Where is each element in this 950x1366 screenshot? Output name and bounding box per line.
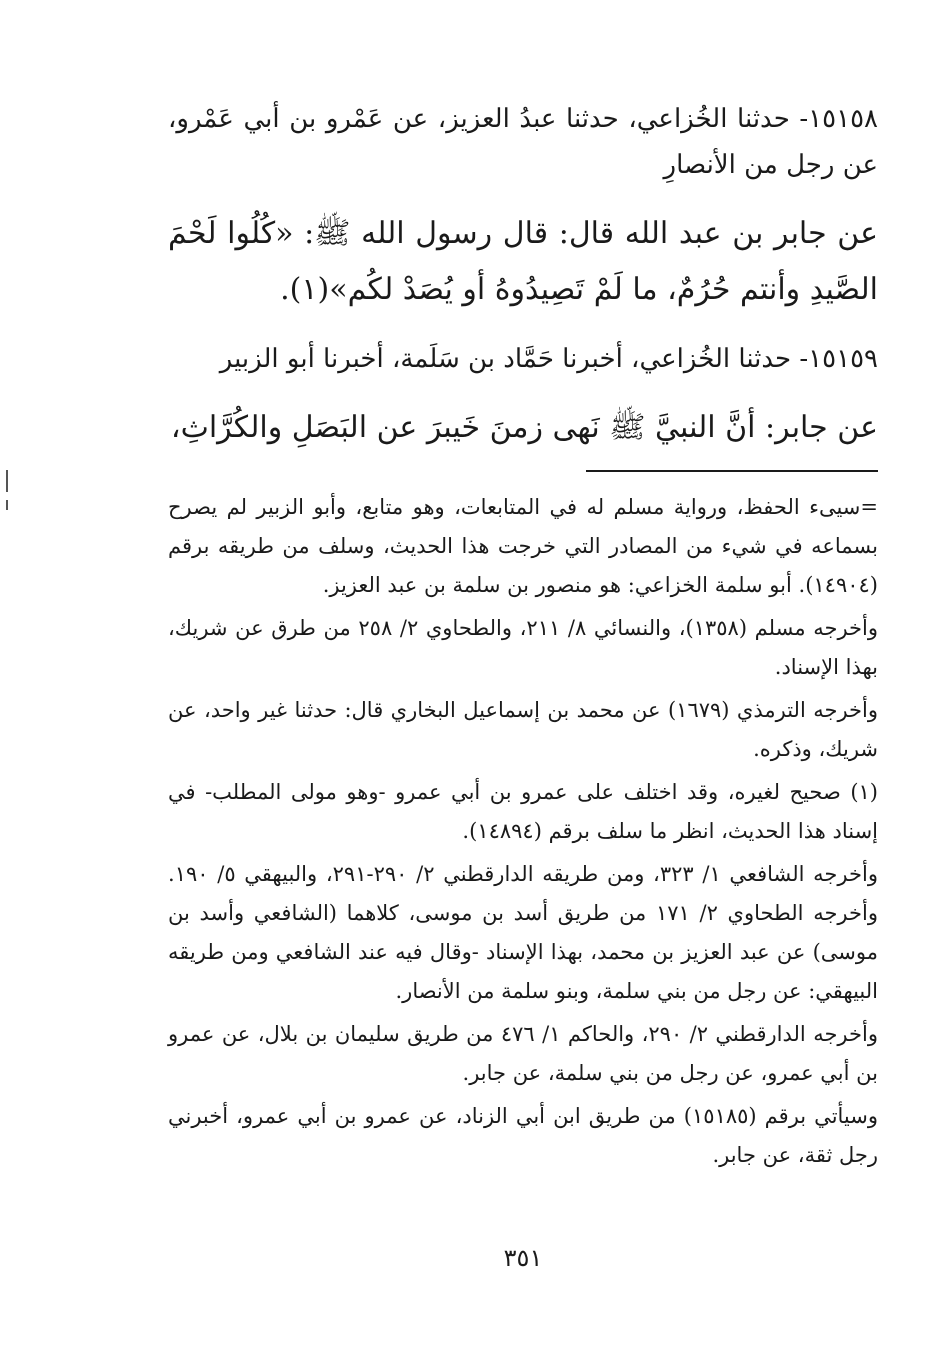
scan-edge-mark [6,500,8,510]
footnote-separator [586,470,878,472]
hadith-15159-isnad: ١٥١٥٩- حدثنا الخُزاعي، أخبرنا حَمَّاد بن سَلَمة، أخبرنا أبو الزبير [219,344,878,374]
main-text [168,96,878,456]
footnote-continuation: =سيىء الحفظ، ورواية مسلم له في المتابعات، وهو متابع، وأبو الزبير لم يصرح بسماعه في شيء من المصادر التي خرجت هذا الحديث، وسلف من طريقه برقم (١٤٩٠٤). أبو سلمة الخزاعي: هو منصور بن سلمة بن عبد العزيز. [168,495,878,597]
footnote-1: (١) صحيح لغيره، وقد اختلف على عمرو بن أبي عمرو -وهو مولى المطلب- في إسناد هذا الحديث، انظر ما سلف برقم (١٤٨٩٤). [168,780,878,843]
page-body [168,96,878,1296]
page-number: ٣٥١ [503,1244,543,1272]
footnote-paragraph: وسيأتي برقم (١٥١٨٥) من طريق ابن أبي الزناد، عن عمرو بن أبي عمرو، أخبرني رجل ثقة، عن جابر. [168,1104,879,1167]
hadith-15159-matn: عن جابر: أنَّ النبيَّ ﷺ نَهى زمنَ خَيبرَ عن البَصَلِ والكُرَّاثِ، [170,410,878,445]
footnote-paragraph: وأخرجه مسلم (١٣٥٨)، والنسائي ٨/ ٢١١، والطحاوي ٢/ ٢٥٨ من طرق عن شريك، بهذا الإسناد. [168,616,878,679]
footnotes [168,488,878,1179]
footnote-paragraph: وأخرجه الشافعي ١/ ٣٢٣، ومن طريقه الدارقطني ٢/ ٢٩٠-٢٩١، والبيهقي ٥/ ١٩٠. وأخرجه الطحاوي ٢/ ١٧١ من طريق أسد بن موسى، كلاهما (الشافعي وأسد بن موسى) عن عبد العزيز بن محمد، بهذا الإسناد -وقال فيه عند الشافعي ومن طريقه البيهقي: عن رجل من بني سلمة، وبنو سلمة من الأنصار. [168,862,878,1003]
footnote-paragraph: وأخرجه الدارقطني ٢/ ٢٩٠، والحاكم ١/ ٤٧٦ من طريق سليمان بن بلال، عن عمرو بن أبي عمرو، عن رجل من بني سلمة، عن جابر. [168,1022,878,1085]
hadith-15158-matn: عن جابر بن عبد الله قال: قال رسول الله ﷺ: «كُلُوا لَحْمَ الصَّيدِ وأنتم حُرُمٌ، ما لَمْ تَصِيدُوهُ أو يُصَدْ لكُم»(١). [168,216,878,307]
hadith-15158-isnad: ١٥١٥٨- حدثنا الخُزاعي، حدثنا عبدُ العزيز، عن عَمْرو بن أبي عَمْرو، عن رجل من الأنصارِ [168,104,878,180]
scan-edge-mark [6,470,8,492]
footnote-paragraph: وأخرجه الترمذي (١٦٧٩) عن محمد بن إسماعيل البخاري قال: حدثنا غير واحد، عن شريك، وذكره. [168,698,878,761]
